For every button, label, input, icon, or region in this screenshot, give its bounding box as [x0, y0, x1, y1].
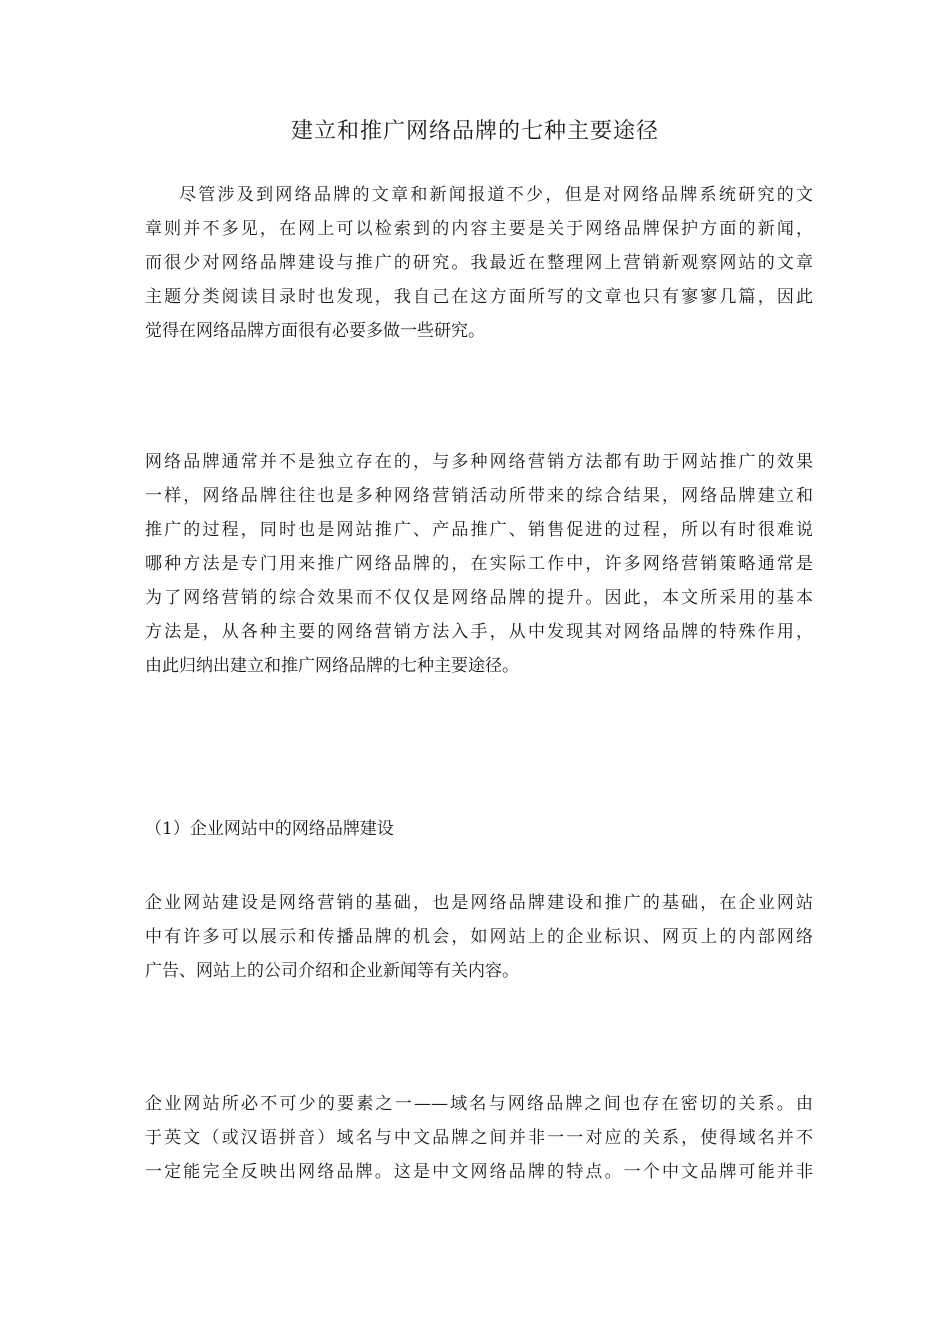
text-line: 为了网络营销的综合效果而不仅仅是网络品牌的提升。因此，本文所采用的基本 [145, 588, 813, 608]
text-line: 企业网站所必不可少的要素之一——域名与网络品牌之间也存在密切的关系。由 [145, 1094, 813, 1114]
text-line: 由此归纳出建立和推广网络品牌的七种主要途径。 [145, 656, 519, 676]
text-line: 于英文（或汉语拼音）域名与中文品牌之间并非一一对应的关系，使得域名并不 [145, 1128, 813, 1148]
text-line: 推广的过程，同时也是网站推广、产品推广、销售促进的过程，所以有时很难说 [145, 520, 813, 540]
text-line: 企业网站建设是网络营销的基础，也是网络品牌建设和推广的基础，在企业网站 [145, 893, 813, 913]
text-line: 广告、网站上的公司介绍和企业新闻等有关内容。 [145, 961, 519, 981]
paragraph-domain [145, 1087, 813, 1189]
document-title: 建立和推广网络品牌的七种主要途径 [290, 119, 659, 144]
text-line: 网络品牌通常并不是独立存在的，与多种网络营销方法都有助于网站推广的效果 [145, 452, 813, 472]
paragraph-website [145, 886, 813, 988]
text-line: 一定能完全反映出网络品牌。这是中文网络品牌的特点。一个中文品牌可能并非 [145, 1162, 813, 1182]
paragraph-overview [145, 445, 813, 683]
text-line: 哪种方法是专门用来推广网络品牌的，在实际工作中，许多网络营销策略通常是 [145, 554, 813, 574]
text-line: 主题分类阅读目录时也发现，我自己在这方面所写的文章也只有寥寥几篇，因此 [145, 287, 813, 307]
text-line: 而很少对网络品牌建设与推广的研究。我最近在整理网上营销新观察网站的文章 [145, 253, 813, 273]
paragraph-intro [145, 178, 813, 348]
text-line: 尽管涉及到网络品牌的文章和新闻报道不少，但是对网络品牌系统研究的文 [179, 185, 813, 205]
text-line: 中有许多可以展示和传播品牌的机会，如网站上的企业标识、网页上的内部网络 [145, 927, 813, 947]
text-line: 一样，网络品牌往往也是多种网络营销活动所带来的综合结果，网络品牌建立和 [145, 486, 813, 506]
text-line: 方法是，从各种主要的网络营销方法入手，从中发现其对网络品牌的特殊作用， [145, 622, 813, 642]
text-line: 章则并不多见，在网上可以检索到的内容主要是关于网络品牌保护方面的新闻， [145, 219, 813, 239]
section-heading-text: （1）企业网站中的网络品牌建设 [145, 819, 394, 839]
section-heading [145, 812, 813, 846]
text-line: 觉得在网络品牌方面很有必要多做一些研究。 [145, 321, 485, 341]
